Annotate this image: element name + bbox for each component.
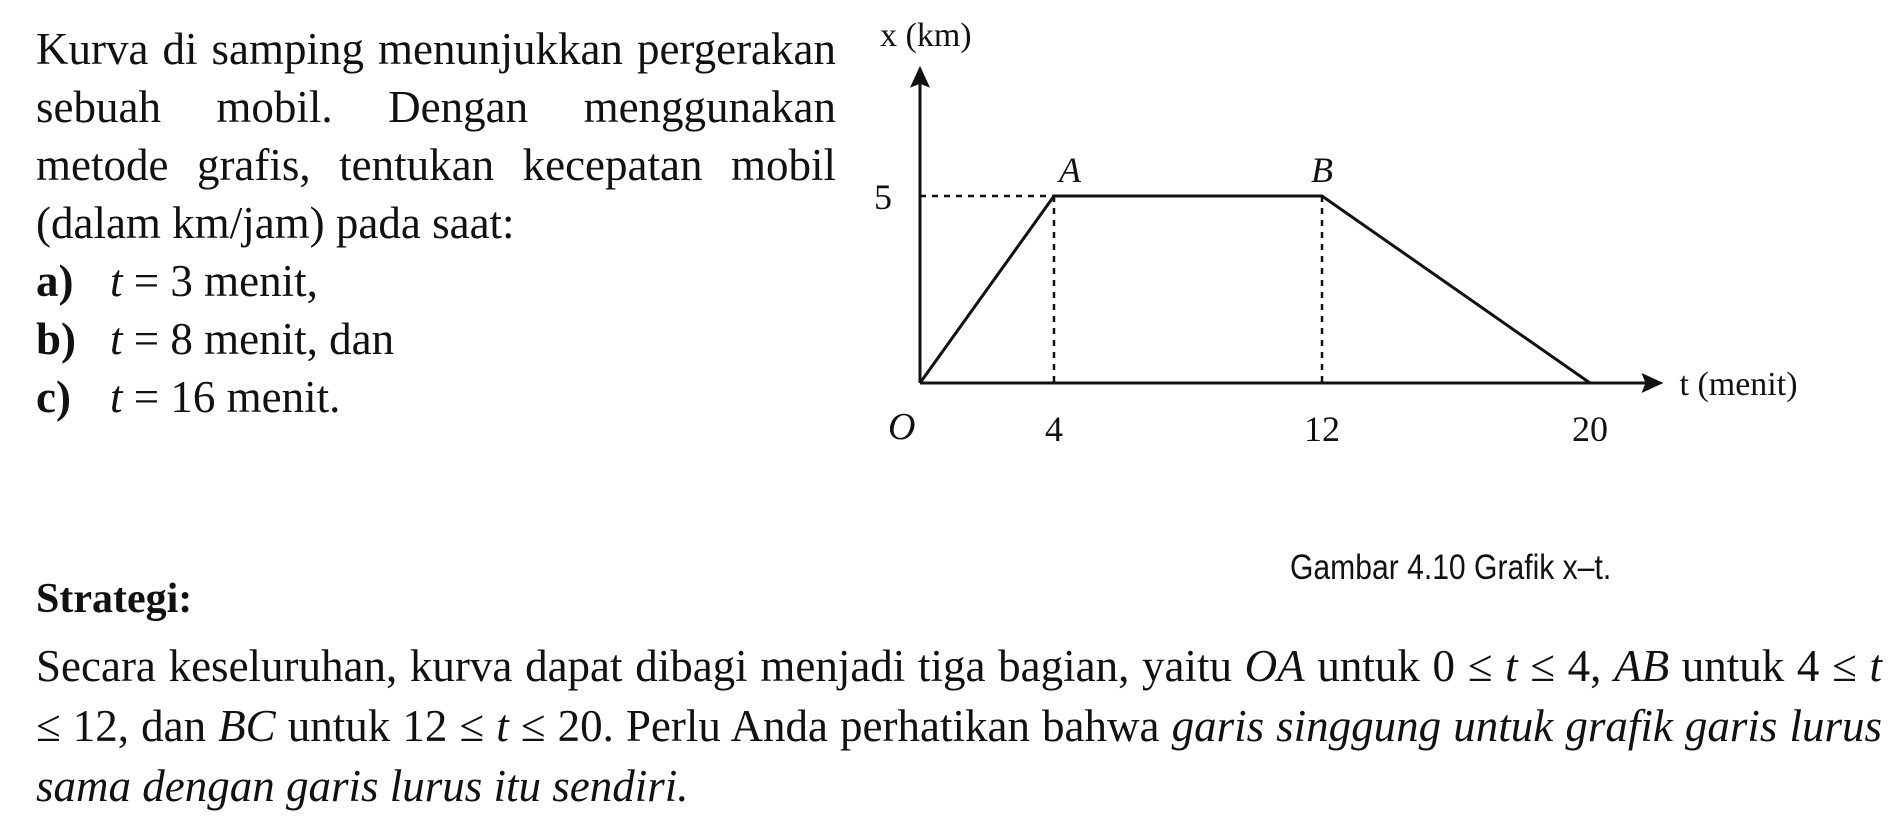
- item-value: 8 menit, dan: [170, 314, 395, 364]
- y-tick-label: 5: [874, 177, 892, 217]
- emphasis-text: garis singgung untuk grafik garis lurus sama dengan garis lurus itu sendiri.: [36, 701, 1883, 811]
- segment-ab: AB: [1614, 641, 1670, 691]
- strategy-heading: Strategi:: [36, 576, 193, 622]
- problem-statement: [36, 20, 836, 426]
- text-run: untuk 4 ≤: [1669, 641, 1870, 691]
- segment-bc: BC: [218, 701, 276, 751]
- x-axis-label: t (menit): [1679, 366, 1798, 403]
- x-tick-label: 12: [1304, 409, 1340, 449]
- item-eq: =: [133, 256, 160, 306]
- question-item-b: [36, 310, 836, 368]
- segment-oa: OA: [1244, 641, 1305, 691]
- item-value: 16 menit.: [170, 372, 341, 422]
- text-run: untuk 0 ≤: [1304, 641, 1506, 691]
- item-label: c): [36, 372, 71, 422]
- question-list: [36, 252, 836, 426]
- text-run: Secara keseluruhan, kurva dapat dibagi menjadi tiga bagian, yaitu: [36, 641, 1245, 691]
- xt-graph: [840, 16, 1880, 616]
- item-label: a): [36, 256, 74, 306]
- question-item-a: [36, 252, 836, 310]
- item-var: t: [110, 372, 123, 422]
- text-run: ≤ 12, dan: [36, 701, 219, 751]
- question-item-c: [36, 368, 836, 426]
- text-run: ≤ 4,: [1517, 641, 1615, 691]
- strategy-text: [36, 636, 1882, 816]
- var-t: t: [496, 701, 509, 751]
- item-var: t: [110, 256, 123, 306]
- text-run: ≤ 20. Perlu Anda perhatikan bahwa: [508, 701, 1172, 751]
- var-t: t: [1505, 641, 1518, 691]
- problem-text: Kurva di samping menunjukkan pergerakan sebuah mobil. Dengan menggunakan metode grafis, tentukan kecepatan mobil (dalam km/jam) pada saat:: [36, 24, 836, 248]
- figure-caption: Gambar 4.10 Grafik x–t.: [1290, 548, 1612, 587]
- item-eq: =: [133, 314, 160, 364]
- item-label: b): [36, 314, 77, 364]
- y-axis-label: x (km): [880, 17, 972, 54]
- x-tick-label: 4: [1045, 409, 1063, 449]
- point-label-b: B: [1311, 150, 1333, 190]
- item-var: t: [110, 314, 123, 364]
- x-tick-label: 20: [1572, 409, 1608, 449]
- item-eq: =: [133, 372, 160, 422]
- item-value: 3 menit,: [170, 256, 318, 306]
- point-label-a: A: [1059, 150, 1081, 190]
- text-run: untuk 12 ≤: [275, 701, 497, 751]
- origin-label: O: [888, 406, 916, 448]
- series-line: [920, 196, 1590, 383]
- var-t: t: [1869, 641, 1883, 691]
